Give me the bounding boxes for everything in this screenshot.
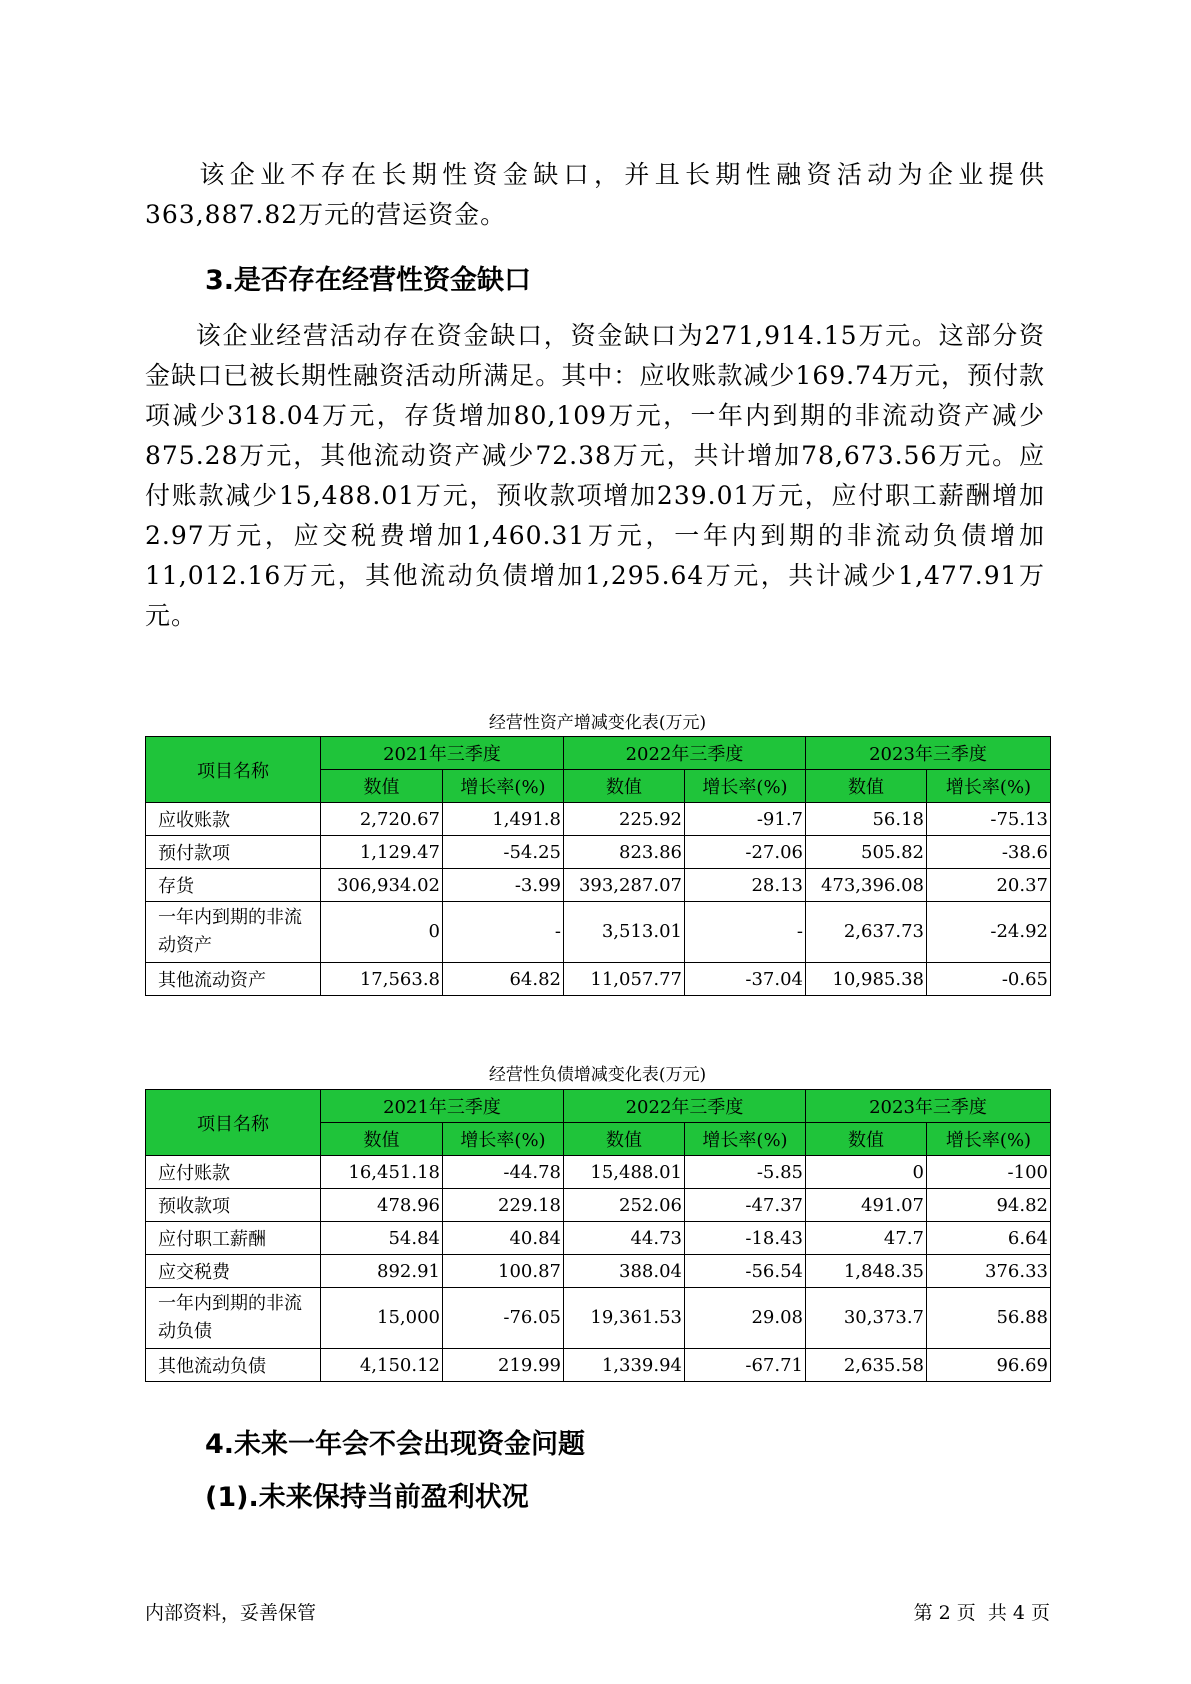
section-3-paragraph <box>145 316 1045 636</box>
cell-growth-rate: 96.69 <box>927 1349 1051 1382</box>
row-item-name: 存货 <box>146 869 321 902</box>
cell-growth-rate: -91.7 <box>685 803 806 836</box>
cell-growth-rate: 29.08 <box>685 1288 806 1349</box>
cell-growth-rate: 56.88 <box>927 1288 1051 1349</box>
header-period: 2023年三季度 <box>806 737 1051 770</box>
cell-growth-rate: 229.18 <box>443 1189 564 1222</box>
cell-value: 17,563.8 <box>321 963 443 996</box>
cell-value: 388.04 <box>564 1255 685 1288</box>
cell-growth-rate: -75.13 <box>927 803 1051 836</box>
row-item-name: 其他流动负债 <box>146 1349 321 1382</box>
header-period: 2021年三季度 <box>321 737 564 770</box>
cell-growth-rate: 40.84 <box>443 1222 564 1255</box>
cell-value: 0 <box>321 902 443 963</box>
cell-growth-rate: -37.04 <box>685 963 806 996</box>
cell-value: 19,361.53 <box>564 1288 685 1349</box>
liability-change-table <box>145 1089 1051 1382</box>
cell-value: 11,057.77 <box>564 963 685 996</box>
cell-value: 491.07 <box>806 1189 927 1222</box>
header-item-name: 项目名称 <box>146 737 321 803</box>
cell-growth-rate: -0.65 <box>927 963 1051 996</box>
cell-value: 16,451.18 <box>321 1156 443 1189</box>
cell-growth-rate: - <box>685 902 806 963</box>
cell-growth-rate: 100.87 <box>443 1255 564 1288</box>
header-value: 数值 <box>321 1123 443 1156</box>
footer-page-number: 第 2 页 共 4 页 <box>913 1602 1050 1624</box>
cell-value: 1,339.94 <box>564 1349 685 1382</box>
table-row <box>146 1255 1051 1288</box>
intro-paragraph <box>145 155 1045 235</box>
cell-value: 505.82 <box>806 836 927 869</box>
header-growth-rate: 增长率(%) <box>927 770 1051 803</box>
table-row <box>146 1156 1051 1189</box>
table-row <box>146 1349 1051 1382</box>
cell-value: 47.7 <box>806 1222 927 1255</box>
cell-growth-rate: -44.78 <box>443 1156 564 1189</box>
cell-growth-rate: -27.06 <box>685 836 806 869</box>
cell-value: 1,848.35 <box>806 1255 927 1288</box>
header-growth-rate: 增长率(%) <box>685 770 806 803</box>
header-value: 数值 <box>321 770 443 803</box>
header-period: 2022年三季度 <box>564 1090 806 1123</box>
cell-value: 393,287.07 <box>564 869 685 902</box>
cell-growth-rate: -76.05 <box>443 1288 564 1349</box>
row-item-name: 应付账款 <box>146 1156 321 1189</box>
asset-change-table <box>145 736 1051 996</box>
cell-growth-rate: -56.54 <box>685 1255 806 1288</box>
table-row <box>146 869 1051 902</box>
cell-value: 10,985.38 <box>806 963 927 996</box>
cell-growth-rate: 219.99 <box>443 1349 564 1382</box>
footer-confidential-note: 内部资料，妥善保管 <box>145 1602 317 1624</box>
row-item-name: 预收款项 <box>146 1189 321 1222</box>
cell-value: 4,150.12 <box>321 1349 443 1382</box>
header-growth-rate: 增长率(%) <box>927 1123 1051 1156</box>
cell-value: 823.86 <box>564 836 685 869</box>
asset-table-caption: 经营性资产增减变化表(万元) <box>488 713 707 733</box>
cell-value: 252.06 <box>564 1189 685 1222</box>
header-period: 2023年三季度 <box>806 1090 1051 1123</box>
cell-value: 54.84 <box>321 1222 443 1255</box>
cell-value: 0 <box>806 1156 927 1189</box>
cell-growth-rate: -54.25 <box>443 836 564 869</box>
header-period: 2022年三季度 <box>564 737 806 770</box>
cell-growth-rate: -24.92 <box>927 902 1051 963</box>
header-value: 数值 <box>564 770 685 803</box>
cell-value: 15,488.01 <box>564 1156 685 1189</box>
row-item-name: 应收账款 <box>146 803 321 836</box>
row-item-name: 一年内到期的非流动资产 <box>146 902 321 963</box>
cell-value: 892.91 <box>321 1255 443 1288</box>
table-row <box>146 836 1051 869</box>
cell-value: 2,720.67 <box>321 803 443 836</box>
cell-growth-rate: - <box>443 902 564 963</box>
section-4-heading: 4.未来一年会不会出现资金问题 <box>205 1429 586 1460</box>
row-item-name: 应交税费 <box>146 1255 321 1288</box>
header-value: 数值 <box>806 770 927 803</box>
cell-growth-rate: 6.64 <box>927 1222 1051 1255</box>
cell-growth-rate: 376.33 <box>927 1255 1051 1288</box>
cell-growth-rate: -47.37 <box>685 1189 806 1222</box>
section-4-sub-heading: (1).未来保持当前盈利状况 <box>205 1482 529 1513</box>
row-item-name: 应付职工薪酬 <box>146 1222 321 1255</box>
cell-value: 44.73 <box>564 1222 685 1255</box>
cell-growth-rate: -18.43 <box>685 1222 806 1255</box>
table-row <box>146 1288 1051 1349</box>
table-row <box>146 1189 1051 1222</box>
cell-value: 15,000 <box>321 1288 443 1349</box>
header-growth-rate: 增长率(%) <box>443 1123 564 1156</box>
cell-value: 1,129.47 <box>321 836 443 869</box>
header-item-name: 项目名称 <box>146 1090 321 1156</box>
table-row <box>146 963 1051 996</box>
cell-value: 2,637.73 <box>806 902 927 963</box>
header-value: 数值 <box>564 1123 685 1156</box>
intro-paragraph-text: 该企业不存在长期性资金缺口，并且长期性融资活动为企业提供363,887.82万元的营运资金。 <box>145 160 1045 229</box>
cell-growth-rate: 1,491.8 <box>443 803 564 836</box>
cell-value: 306,934.02 <box>321 869 443 902</box>
row-item-name: 其他流动资产 <box>146 963 321 996</box>
header-growth-rate: 增长率(%) <box>685 1123 806 1156</box>
cell-value: 56.18 <box>806 803 927 836</box>
cell-growth-rate: -38.6 <box>927 836 1051 869</box>
cell-growth-rate: 94.82 <box>927 1189 1051 1222</box>
row-item-name: 一年内到期的非流动负债 <box>146 1288 321 1349</box>
table-row <box>146 1222 1051 1255</box>
header-growth-rate: 增长率(%) <box>443 770 564 803</box>
header-period: 2021年三季度 <box>321 1090 564 1123</box>
cell-value: 3,513.01 <box>564 902 685 963</box>
cell-value: 478.96 <box>321 1189 443 1222</box>
cell-growth-rate: -100 <box>927 1156 1051 1189</box>
cell-growth-rate: -5.85 <box>685 1156 806 1189</box>
cell-value: 2,635.58 <box>806 1349 927 1382</box>
cell-value: 473,396.08 <box>806 869 927 902</box>
row-item-name: 预付款项 <box>146 836 321 869</box>
table-row <box>146 902 1051 963</box>
cell-growth-rate: 20.37 <box>927 869 1051 902</box>
cell-growth-rate: -67.71 <box>685 1349 806 1382</box>
cell-growth-rate: -3.99 <box>443 869 564 902</box>
section-3-heading: 3.是否存在经营性资金缺口 <box>205 265 532 296</box>
cell-growth-rate: 64.82 <box>443 963 564 996</box>
table-row <box>146 803 1051 836</box>
cell-value: 225.92 <box>564 803 685 836</box>
cell-growth-rate: 28.13 <box>685 869 806 902</box>
header-value: 数值 <box>806 1123 927 1156</box>
cell-value: 30,373.7 <box>806 1288 927 1349</box>
section-3-paragraph-text: 该企业经营活动存在资金缺口，资金缺口为271,914.15万元。这部分资金缺口已被长期性融资活动所满足。其中：应收账款减少169.74万元，预付款项减少318.04万元，存货增加80,109万元，一年内到期的非流动资产减少875.28万元，其他流动资产减少72.38万元，共计增加78,673.56万元。应付账款减少15,488.01万元，预收款项增加239.01万元，应付职工薪酬增加2.97万元，应交税费增加1,460.31万元，一年内到期的非流动负债增加11,012.16万元，其他流动负债增加1,295.64万元，共计减少1,477.91万元。 <box>145 321 1045 630</box>
liability-table-caption: 经营性负债增减变化表(万元) <box>488 1065 707 1085</box>
